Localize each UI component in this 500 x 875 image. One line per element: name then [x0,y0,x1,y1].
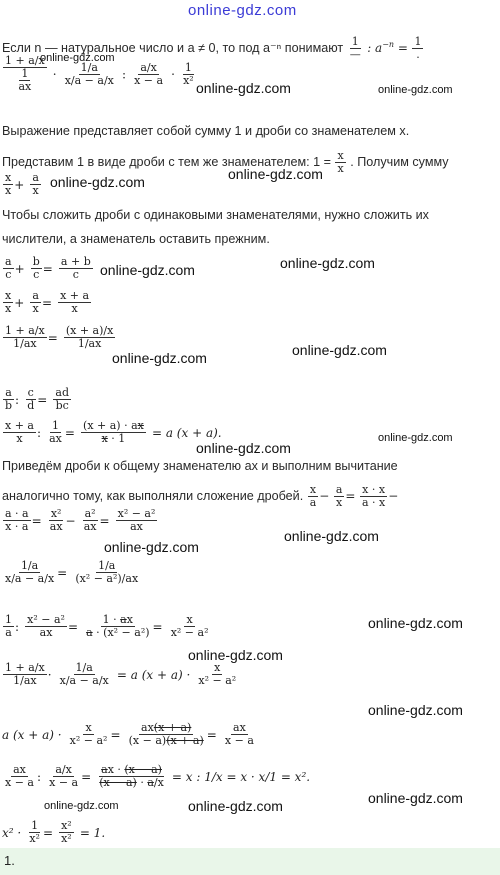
common-denominator-2: аналогично тому, как выполняли сложение дробей. $\frac{x}{a}$ − $\frac{a}{x}$ = $\frac{x \cdot x}{a \cdot x}$ − [2,483,399,509]
watermark: online-gdz.com [368,702,463,718]
watermark: online-gdz.com [228,166,323,182]
formula-complex: $\frac{1/a}{x/a - a/x}$ = $\frac{1/a}{\text{(x² − a²)/ax}}$ [5,559,139,585]
watermark: online-gdz.com [196,440,291,456]
formula-divide-apply: $\frac{x + a}{x}$ : $\frac{1}{ax}$ = $\frac{(x + a) \cdot ax}{x \cdot 1}$ = a (x + a). [5,419,222,445]
watermark: online-gdz.com [378,84,453,96]
formula-subtract: $\frac{a \cdot a}{x \cdot a}$ = $\frac{\text{x²}}{ax}$ − $\frac{\text{a²}}{ax}$ = $\frac{\text{x² − a²}}{ax}$ [5,507,156,533]
watermark: online-gdz.com [50,174,145,190]
watermark: online-gdz.com [40,52,115,64]
answer-text: 1. [4,853,15,868]
sum-expression: $\frac{x}{x}$ + $\frac{a}{x}$ [5,171,39,197]
watermark: online-gdz.com [378,432,453,444]
rule-line-2: числители, а знаменатель оставить прежним. [2,232,270,246]
formula-divide-2: $\frac{1}{a}$ : $\frac{\text{x² − a²}}{ax}$ = $\frac{1 \cdot ax}{\text{a · (x² − a²)}}$ = $\frac{x}{\text{x² − a²}}$ [5,613,209,639]
sum-description: Выражение представляет собой сумму 1 и дроби со знаменателем x. [2,124,410,138]
formula-final-divide: $\frac{ax}{x - a}$ : $\frac{a/x}{x - a}$ = $\frac{ax \cdot (x - a)}{(x - a) \cdot a/x}$ = x : 1/x = x · x/1 = x². [5,763,311,789]
formula-fraction: $\frac{1 + a/x}{1/ax}$ = $\frac{(x + a)/x}{1/ax}$ [5,324,114,350]
formula-simplify: a (x + a) · $\frac{x}{\text{x² − a²}}$ = $\frac{ax(x + a)}{(x - a)(x + a)}$ = $\frac{ax}{x - a}$ [2,721,254,747]
formula-add: $\frac{a}{c}$ + $\frac{b}{c}$ = $\frac{a + b}{c}$ [5,255,91,281]
watermark: online-gdz.com [188,647,283,663]
intro-text: Если n — натуральное число и a ≠ 0, то под a⁻ⁿ понимают $\frac{1}{—}$ : $a^{-n}$ = $\frac{1}{.}$ [2,35,422,61]
formula-divide: $\frac{a}{b}$ : $\frac{c}{d}$ = $\frac{ad}{bc}$ [5,386,69,412]
watermark: online-gdz.com [368,615,463,631]
watermark: online-gdz.com [44,800,119,812]
answer-bar [0,848,500,875]
watermark: online-gdz.com [104,539,199,555]
watermark: online-gdz.com [284,528,379,544]
watermark: online-gdz.com [280,255,375,271]
represent-text: Представим 1 в виде дроби с тем же знаменателем: 1 = $\frac{x}{x}$ . Получим сумму [2,149,449,175]
watermark-top: online-gdz.com [188,2,297,19]
watermark: online-gdz.com [112,350,207,366]
watermark: online-gdz.com [100,262,195,278]
main-expression: $\frac{1 + a/x}{\frac{1}{ax}}$ · $\frac{1/a}{x/a - a/x}$ : $\frac{a/x}{x - a}$ · $\frac{1}{\text{x²}}$ [5,54,194,93]
common-denominator-1: Приведём дроби к общему знаменателю ax и выполним вычитание [2,459,398,473]
watermark: online-gdz.com [196,80,291,96]
rule-line-1: Чтобы сложить дроби с одинаковыми знаменателями, нужно сложить их [2,208,429,222]
formula-sum: $\frac{x}{x}$ + $\frac{a}{x}$ = $\frac{x + a}{x}$ [5,289,90,315]
formula-product: $\frac{1 + a/x}{1/ax}$ · $\frac{1/a}{x/a - a/x}$ = a (x + a) · $\frac{x}{\text{x² − a²}}$ [5,661,237,687]
watermark: online-gdz.com [188,798,283,814]
watermark: online-gdz.com [368,790,463,806]
watermark: online-gdz.com [292,342,387,358]
formula-result: x² · $\frac{1}{\text{x²}}$ = $\frac{\text{x²}}{\text{x²}}$ = 1. [2,819,106,845]
